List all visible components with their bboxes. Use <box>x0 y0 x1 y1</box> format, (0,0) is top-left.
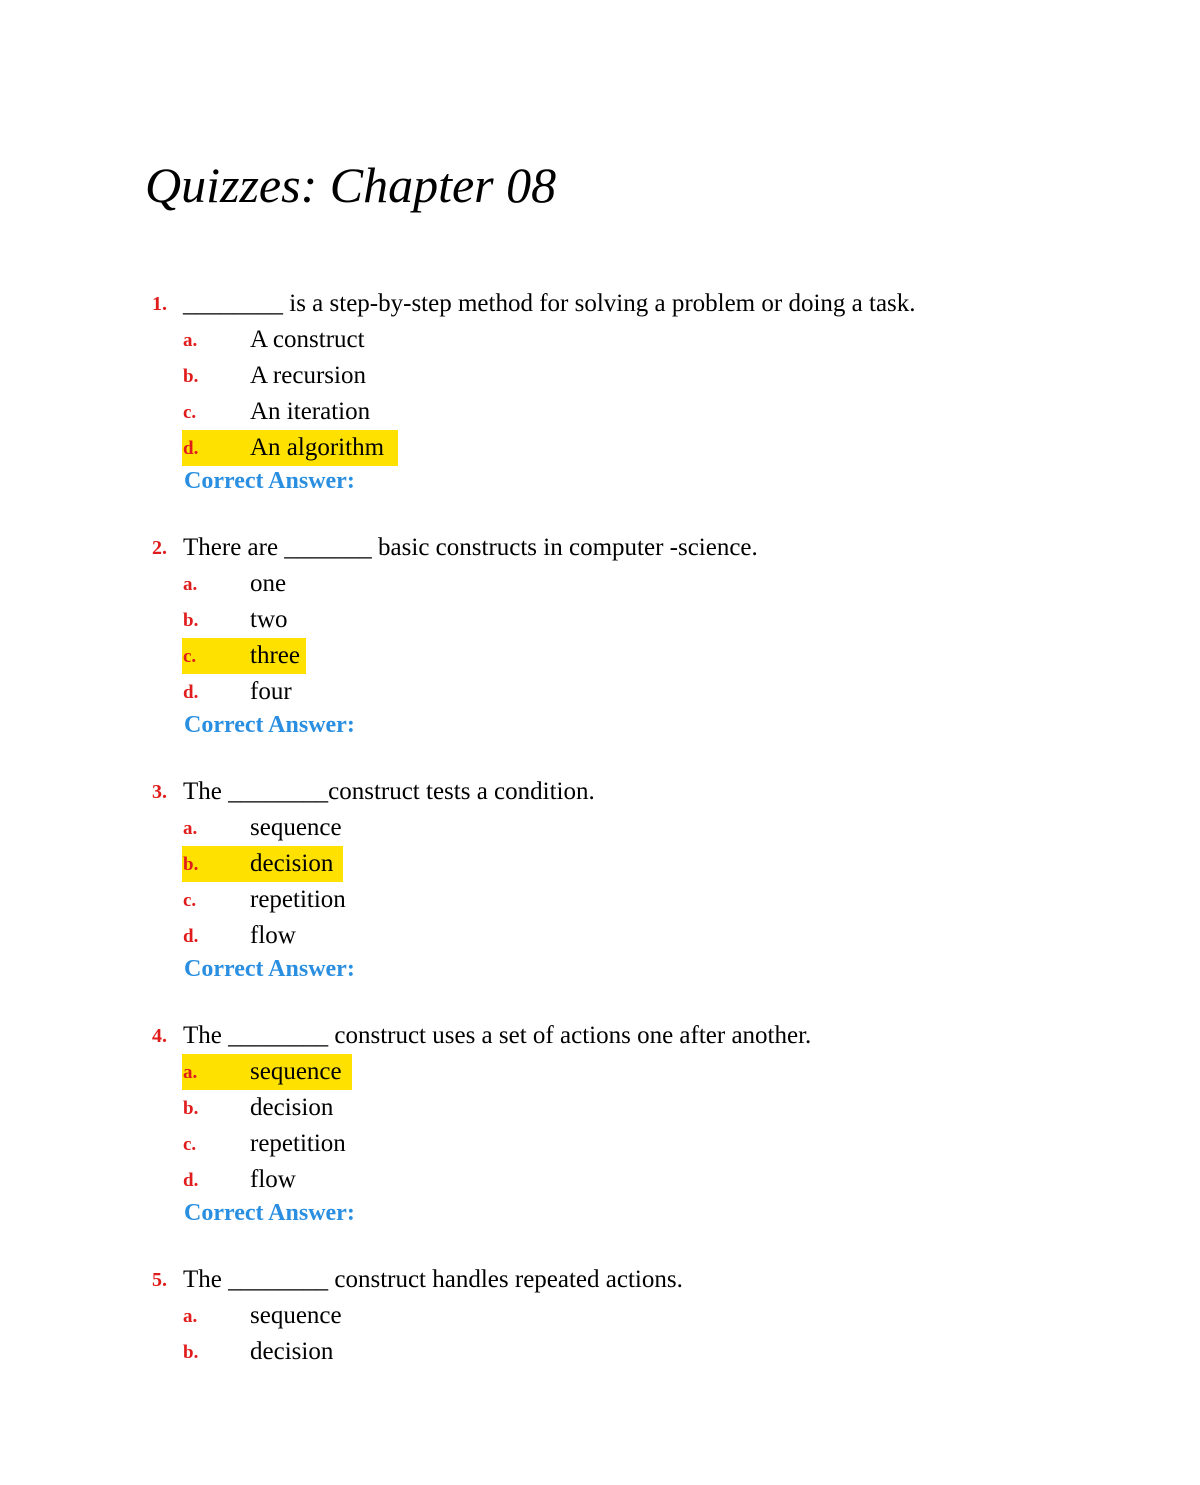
question-stem <box>152 286 1112 322</box>
option-letter: b. <box>183 854 199 875</box>
option-letter: a. <box>183 1062 198 1083</box>
option-letter: c. <box>183 1134 197 1155</box>
option-d <box>152 1162 1112 1198</box>
option-b <box>152 1090 1112 1126</box>
correct-answer <box>152 466 1112 500</box>
option-letter: b. <box>183 1342 199 1363</box>
option-b <box>152 358 1112 394</box>
option-letter: c. <box>183 402 197 423</box>
option-c <box>152 882 1112 918</box>
question-stem <box>152 530 1112 566</box>
option-text: four <box>250 678 292 705</box>
option-text: An algorithm <box>250 434 385 461</box>
correct-answer <box>152 954 1112 988</box>
question-text: ________ is a step-by-step method for solving a problem or doing a task. <box>183 290 916 317</box>
question-text: The ________ construct uses a set of actions one after another. <box>183 1022 812 1049</box>
option-d <box>152 674 1112 710</box>
option-text: two <box>250 606 288 633</box>
correct-answer <box>152 710 1112 744</box>
option-c <box>152 1126 1112 1162</box>
option-text: sequence <box>250 1058 342 1085</box>
option-letter: d. <box>183 1170 199 1191</box>
option-c <box>152 638 1112 674</box>
question-stem <box>152 774 1112 810</box>
option-a <box>152 810 1112 846</box>
question-number: 4. <box>152 1025 167 1047</box>
option-text: repetition <box>250 1130 346 1157</box>
question-4 <box>152 1018 1112 1232</box>
option-b <box>152 602 1112 638</box>
option-letter: d. <box>183 438 199 459</box>
option-text: repetition <box>250 886 346 913</box>
option-letter: d. <box>183 926 199 947</box>
option-a <box>152 1298 1112 1334</box>
option-text: A recursion <box>250 362 366 389</box>
correct-answer-label: Correct Answer: <box>184 468 355 494</box>
correct-answer <box>152 1198 1112 1232</box>
question-number: 1. <box>152 293 167 315</box>
question-text: The ________construct tests a condition. <box>183 778 595 805</box>
option-b <box>152 1334 1112 1370</box>
option-letter: c. <box>183 646 197 667</box>
option-b <box>152 846 1112 882</box>
option-text: flow <box>250 922 296 949</box>
option-text: decision <box>250 850 334 877</box>
option-letter: d. <box>183 682 199 703</box>
option-text: decision <box>250 1338 334 1365</box>
option-text: three <box>250 642 300 669</box>
question-2 <box>152 530 1112 744</box>
option-text: one <box>250 570 287 597</box>
option-letter: a. <box>183 330 198 351</box>
question-number: 2. <box>152 537 167 559</box>
option-text: sequence <box>250 1302 342 1329</box>
question-1 <box>152 286 1112 500</box>
question-3 <box>152 774 1112 988</box>
question-stem <box>152 1018 1112 1054</box>
option-letter: a. <box>183 818 198 839</box>
question-text: The ________ construct handles repeated actions. <box>183 1266 683 1293</box>
option-text: decision <box>250 1094 334 1121</box>
question-number: 5. <box>152 1269 167 1291</box>
question-stem <box>152 1262 1112 1298</box>
correct-answer-label: Correct Answer: <box>184 1200 355 1226</box>
option-text: sequence <box>250 814 342 841</box>
option-a <box>152 1054 1112 1090</box>
option-letter: b. <box>183 366 199 387</box>
option-text: An iteration <box>250 398 371 425</box>
option-letter: a. <box>183 1306 198 1327</box>
option-text: flow <box>250 1166 296 1193</box>
option-d <box>152 918 1112 954</box>
correct-answer-label: Correct Answer: <box>184 956 355 982</box>
question-5 <box>152 1262 1112 1370</box>
question-number: 3. <box>152 781 167 803</box>
option-d <box>152 430 1112 466</box>
page-title: Quizzes: Chapter 08 <box>145 157 557 213</box>
option-a <box>152 566 1112 602</box>
option-letter: a. <box>183 574 198 595</box>
option-letter: c. <box>183 890 197 911</box>
question-text: There are _______ basic constructs in computer -science. <box>183 534 758 561</box>
option-letter: b. <box>183 610 199 631</box>
option-a <box>152 322 1112 358</box>
option-text: A construct <box>250 326 365 353</box>
correct-answer-label: Correct Answer: <box>184 712 355 738</box>
option-letter: b. <box>183 1098 199 1119</box>
option-c <box>152 394 1112 430</box>
